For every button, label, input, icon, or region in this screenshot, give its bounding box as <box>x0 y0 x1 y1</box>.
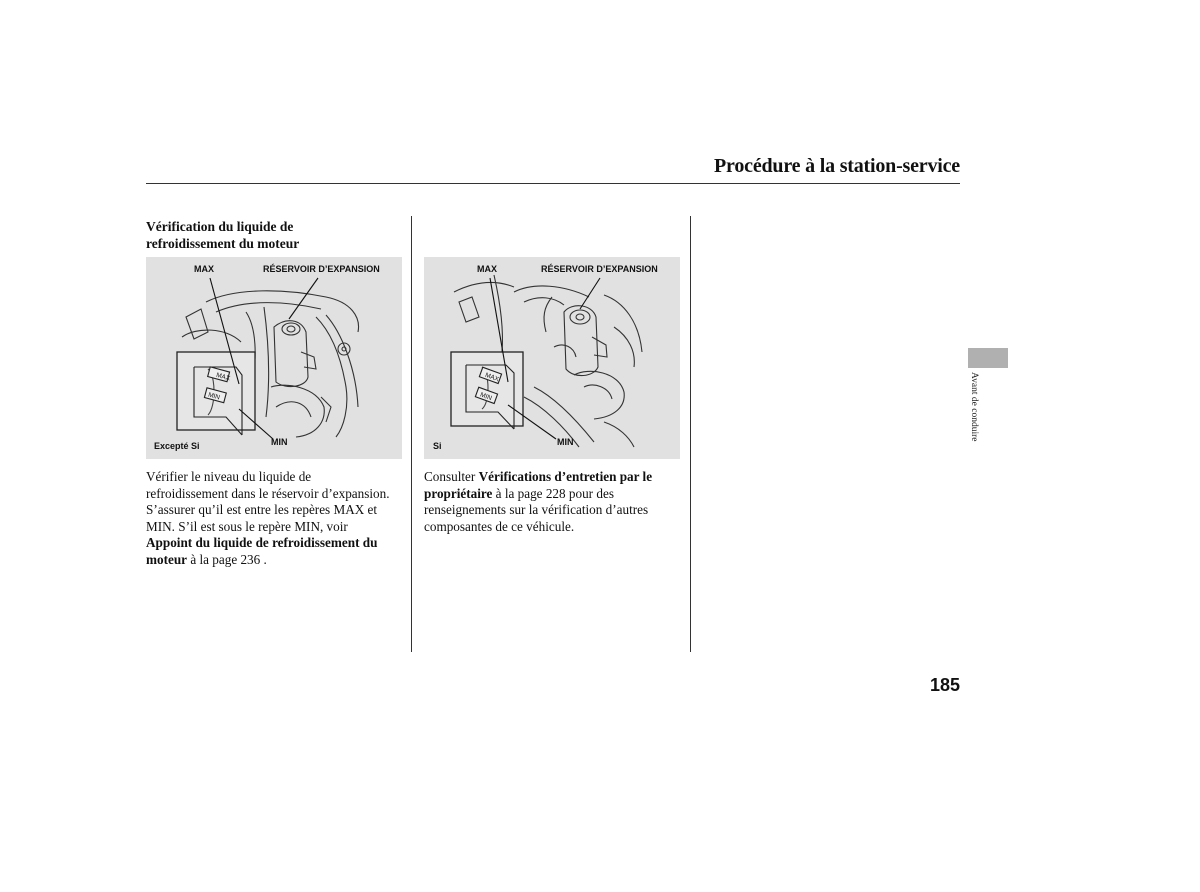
page-reference: à la page 236 . <box>187 551 267 567</box>
max-label: MAX <box>194 264 214 274</box>
middle-paragraph <box>424 469 688 535</box>
variant-label: Si <box>433 441 442 451</box>
section-heading-line-1: Vérification du liquide de <box>146 219 294 234</box>
expansion-reservoir-label: RÉSERVOIR D’EXPANSION <box>263 264 380 274</box>
paragraph-line: refroidissement dans le réservoir d’expansion. <box>146 485 390 501</box>
left-paragraph <box>146 469 410 569</box>
coolant-refill-link-cont[interactable]: moteur <box>146 551 188 567</box>
page-number: 185 <box>929 675 960 695</box>
section-heading-line-2: refroidissement du moteur <box>146 235 300 251</box>
chapter-tab-label <box>966 372 986 472</box>
max-tag: MAX <box>484 371 500 384</box>
page-title: Procédure à la station-service <box>714 155 960 177</box>
min-label: MIN <box>557 437 574 447</box>
min-label: MIN <box>271 437 288 447</box>
min-tag: MIN <box>207 391 221 402</box>
variant-label: Excepté Si <box>154 441 200 451</box>
expansion-reservoir-label: RÉSERVOIR D’EXPANSION <box>541 264 658 274</box>
engine-bay-drawing <box>424 257 680 459</box>
page-reference: à la page 228 pour des <box>492 485 614 501</box>
paragraph-line: MIN. S’il est sous le repère MIN, voir <box>146 518 348 534</box>
paragraph-line: renseignements sur la vérification d’autres <box>424 502 649 518</box>
coolant-reservoir-illustration-excepte-si <box>146 257 402 459</box>
max-tag: MAX <box>215 371 231 383</box>
section-heading <box>146 219 406 252</box>
paragraph-line: Vérifier le niveau du liquide de <box>146 469 312 484</box>
chapter-tab-text: Avant de conduire <box>969 372 979 442</box>
coolant-refill-link[interactable]: Appoint du liquide de refroidissement du <box>146 535 378 551</box>
owner-maintenance-link-cont[interactable]: propriétaire <box>424 485 493 501</box>
chapter-tab-marker <box>968 348 1008 368</box>
engine-bay-drawing <box>146 257 402 459</box>
min-tag: MIN <box>479 391 493 403</box>
header-rule <box>146 183 960 184</box>
owner-maintenance-link[interactable]: Vérifications d’entretien par le <box>478 469 653 484</box>
paragraph-line: S’assurer qu’il est entre les repères MAX et <box>146 502 378 518</box>
coolant-reservoir-illustration-si <box>424 257 680 459</box>
max-label: MAX <box>477 264 497 274</box>
paragraph-line: composantes de ce véhicule. <box>424 518 575 534</box>
column-divider-1 <box>411 216 412 652</box>
paragraph-prefix: Consulter <box>424 469 479 484</box>
column-divider-2 <box>690 216 691 652</box>
